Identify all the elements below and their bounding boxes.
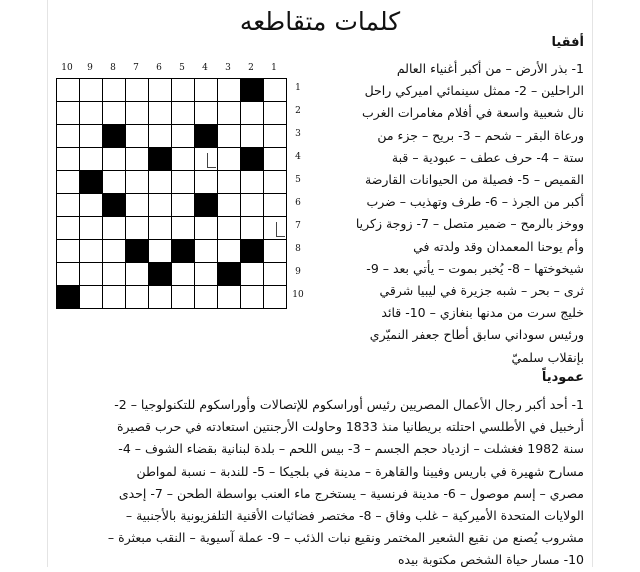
grid-cell[interactable] [80,217,103,240]
black-cell [149,148,172,171]
grid-cell[interactable] [172,125,195,148]
grid-cell[interactable] [241,286,264,309]
grid-cell[interactable] [264,240,287,263]
grid-cell[interactable] [103,263,126,286]
down-line: أرخبيل في الأطلسي احتلته بريطانيا منذ 1833 وحاولت الأرجنتين استعادته في حرب قصيرة [116,419,584,435]
row-number: 3 [295,129,301,139]
column-number: 4 [202,63,208,73]
grid-cell[interactable] [57,148,80,171]
grid-cell[interactable] [264,286,287,309]
black-cell [126,240,149,263]
grid-cell[interactable] [264,148,287,171]
grid-cell[interactable] [195,286,218,309]
across-line: القميص – 5- فصيلة من الحيوانات القارضة [365,172,584,188]
grid-cell[interactable] [264,79,287,102]
black-cell [172,240,195,263]
black-cell [195,125,218,148]
grid-cell[interactable] [264,171,287,194]
black-cell [149,263,172,286]
grid-cell[interactable] [218,217,241,240]
row-number: 1 [295,83,301,93]
grid-cell[interactable] [149,240,172,263]
across-line: بإنقلاب سلميّ [511,349,584,365]
grid-cell[interactable] [80,194,103,217]
grid-cell[interactable] [103,217,126,240]
grid-cell[interactable] [195,217,218,240]
grid-cell[interactable] [218,148,241,171]
black-cell [103,125,126,148]
grid-cell[interactable] [149,79,172,102]
black-cell [57,286,80,309]
down-line: مسارح شهيرة في باريس وفيينا والقاهرة – مدينة في بلجيكا – 5- للندبة – نسبة لمواطن [136,463,584,479]
grid-cell[interactable] [218,102,241,125]
across-line: ستة – 4- حرف عطف – عبودية – قبة [391,149,584,165]
across-line: أكبر من الجرذ – 6- طرف وتهذيب – ضرب [366,194,584,210]
grid-cell[interactable] [126,148,149,171]
grid-cell[interactable] [149,171,172,194]
grid-cell[interactable] [172,148,195,171]
grid-cell[interactable] [149,125,172,148]
down-line: الولايات المتحدة الأميركية – غلب وفاق – 8- مختصر فضائيات الأقنية التلفزيونية بالأجنبية – [125,508,584,524]
grid-cell[interactable] [57,102,80,125]
across-line: ورعاة البقر – شحم – 3- بريح – جزء من [377,127,584,143]
page-frame-right [592,0,593,567]
grid-cell[interactable] [195,171,218,194]
grid-cell[interactable] [103,171,126,194]
black-cell [241,240,264,263]
black-cell [241,79,264,102]
grid-cell[interactable] [195,263,218,286]
across-line: خليج سرت من مدنها بنغازي – 10- قائد [381,305,584,321]
page-title: كلمات متقاطعه [239,7,401,36]
grid-cell[interactable] [149,194,172,217]
down-line: 10- مسار حياة الشخص مكتوبة بيده [397,552,584,568]
down-line: 1- أحد أكبر رجال الأعمال المصريين رئيس أوراسكوم للإتصالات وأوراسكوم للتكنولوجيا – 2- [114,397,584,412]
grid-cell[interactable] [80,79,103,102]
grid-cell[interactable] [264,102,287,125]
down-line: مشروب يُصنع من نقيع الشعير المختمر ونقيع نبات الذئب – 9- عملة آسيوية – النقب مبعثرة – [107,530,584,546]
black-cell [195,194,218,217]
grid-cell[interactable] [126,171,149,194]
across-line: وأم يوحنا المعمدان وقد ولدته في [413,238,584,254]
grid-cell[interactable] [218,79,241,102]
grid-cell[interactable] [218,171,241,194]
grid-cell[interactable] [195,79,218,102]
grid-cell[interactable] [218,194,241,217]
grid-cell[interactable] [103,240,126,263]
grid-cell[interactable] [103,286,126,309]
grid-cell[interactable] [172,194,195,217]
grid-cell[interactable] [241,194,264,217]
grid-cell[interactable] [218,125,241,148]
row-number: 5 [295,175,301,185]
column-number: 3 [225,63,231,73]
grid-cell[interactable] [241,102,264,125]
grid-cell[interactable] [103,79,126,102]
grid-cell[interactable] [80,263,103,286]
grid-cell[interactable] [241,263,264,286]
row-number: 2 [295,106,301,116]
down-clues [54,394,584,572]
across-line: ووخز بالرمح – ضمير متصل – 7- زوجة زكريا [355,216,584,232]
across-clues [347,58,584,369]
black-cell [80,171,103,194]
black-cell [241,148,264,171]
column-number: 5 [179,63,185,73]
row-number: 10 [292,290,304,300]
grid-cell[interactable] [172,171,195,194]
page-frame-left [47,0,48,567]
grid-cell[interactable] [126,125,149,148]
grid-cell[interactable] [241,171,264,194]
grid-cell[interactable] [57,194,80,217]
grid-cell[interactable] [241,125,264,148]
grid-cell[interactable] [195,240,218,263]
grid-cell[interactable] [264,125,287,148]
grid-cell[interactable] [218,240,241,263]
grid-cell[interactable] [126,102,149,125]
grid-cell[interactable] [149,102,172,125]
grid-cell[interactable] [218,286,241,309]
grid-cell[interactable] [103,148,126,171]
grid-cell[interactable] [57,263,80,286]
crossword-grid[interactable] [56,78,287,309]
row-number: 4 [295,152,301,162]
row-number: 6 [295,198,301,208]
grid-cell[interactable] [264,263,287,286]
down-line: سنة 1982 فغشلت – ازدياد حجم الجسم – 3- بيس اللحم – بلدة لبنانية بقضاء الشوف – 4- [118,441,584,457]
grid-cell[interactable] [172,79,195,102]
grid-cell[interactable] [172,217,195,240]
grid-cell[interactable] [264,194,287,217]
column-number: 2 [248,63,254,73]
row-number: 8 [295,244,301,254]
grid-cell[interactable] [57,79,80,102]
grid-cell[interactable] [80,240,103,263]
grid-cell[interactable] [80,125,103,148]
grid-cell[interactable] [103,102,126,125]
grid-cell[interactable] [172,263,195,286]
column-number: 10 [61,63,73,73]
grid-cell[interactable] [57,217,80,240]
grid-cell[interactable] [195,148,218,171]
across-line: 1- بذر الأرض – من أكبر أغنياء العالم [396,61,584,76]
across-heading: أفقيا [551,35,584,50]
column-number: 6 [156,63,162,73]
column-number: 1 [271,63,277,73]
column-number: 7 [133,63,139,73]
grid-cell[interactable] [126,217,149,240]
grid-cell[interactable] [57,240,80,263]
column-number: 9 [87,63,93,73]
across-line: الراحلين – 2- ممثل سينمائي اميركي راحل [364,83,584,99]
row-number: 9 [295,267,301,277]
grid-cell[interactable] [126,79,149,102]
grid-cell[interactable] [172,102,195,125]
grid-cell[interactable] [149,286,172,309]
across-line: نال شعبية واسعة في أفلام مغامرات الغرب [361,105,584,121]
down-heading: عمودياً [541,370,584,385]
grid-cell[interactable] [172,286,195,309]
grid-cell[interactable] [149,217,172,240]
grid-cell[interactable] [126,263,149,286]
grid-cell[interactable] [57,125,80,148]
grid-cell[interactable] [126,194,149,217]
across-line: ثرى – بحر – شبه جزيرة في ليبيا شرقي [379,283,584,299]
black-cell [103,194,126,217]
grid-cell[interactable] [264,217,287,240]
grid-cell[interactable] [241,217,264,240]
across-line: ورئيس سوداني سابق أطاح جعفر النميّري [369,327,584,343]
grid-cell[interactable] [126,286,149,309]
across-line: شيخوختها – 8- يُخبر بموت – يأتي بعد – 9- [366,260,584,276]
grid-cell[interactable] [80,148,103,171]
row-number: 7 [295,221,301,231]
grid-cell[interactable] [80,286,103,309]
column-number: 8 [110,63,116,73]
black-cell [218,263,241,286]
down-line: مصري – إسم موصول – 6- مدينة فرنسية – يستخرج ماء العنب بواسطة الطحن – 7- إحدى [118,485,584,501]
grid-cell[interactable] [57,171,80,194]
grid-cell[interactable] [195,102,218,125]
grid-cell[interactable] [80,102,103,125]
